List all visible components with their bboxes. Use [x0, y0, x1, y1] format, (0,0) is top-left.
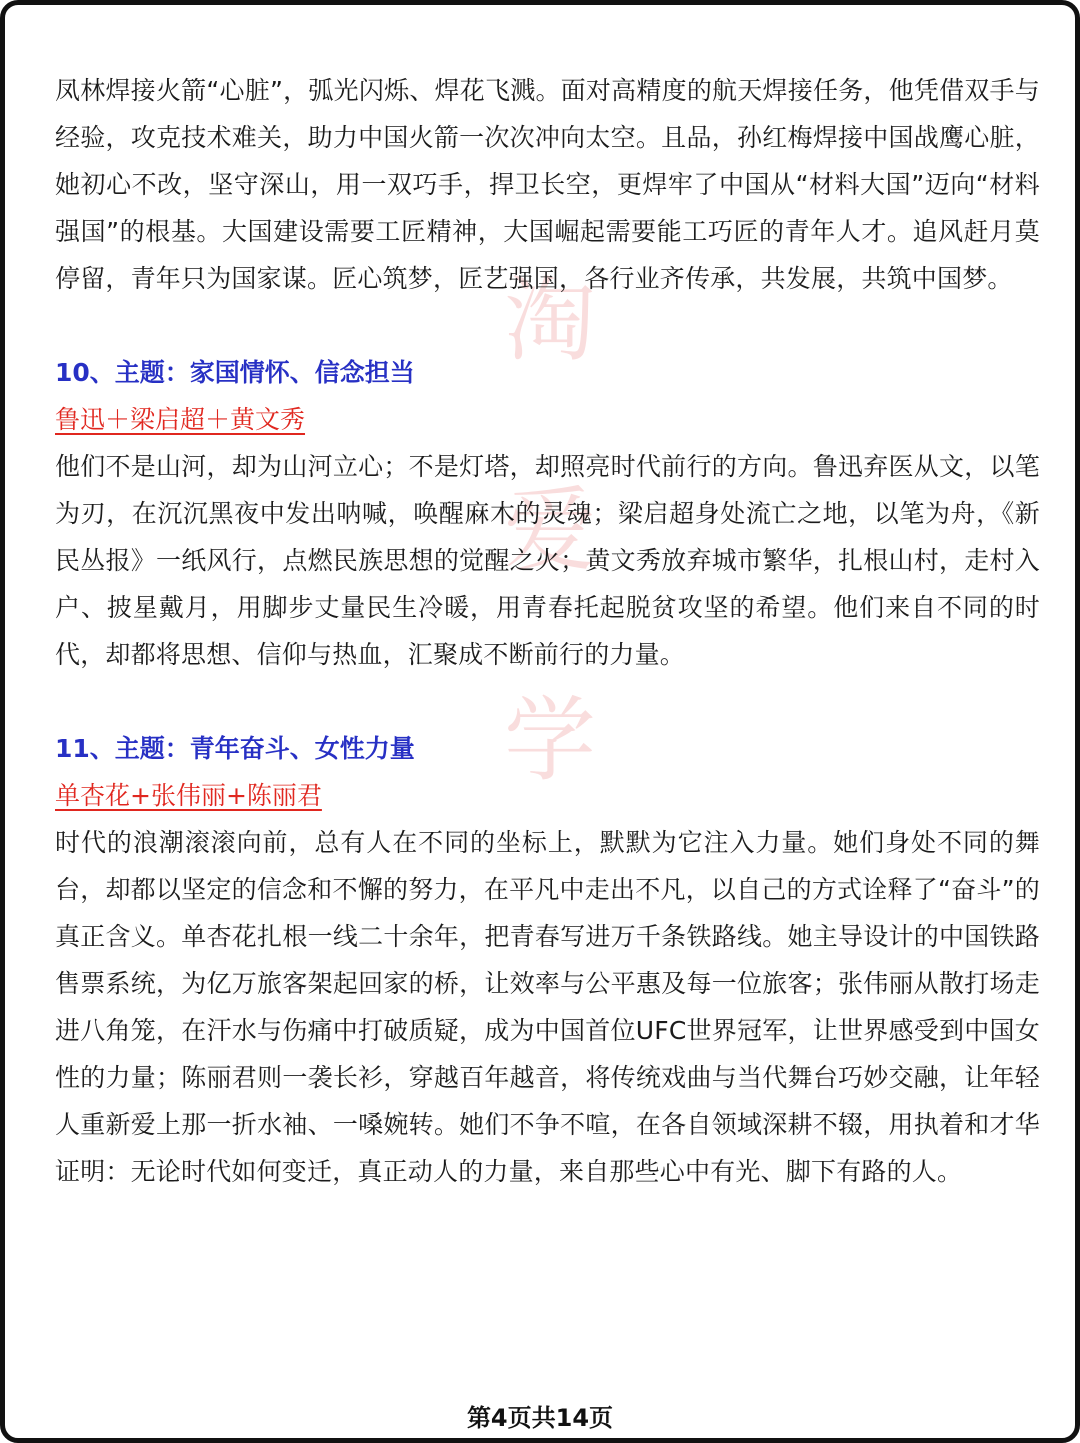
section-heading: 11、主题：青年奋斗、女性力量 [55, 734, 415, 763]
spacer [55, 678, 1040, 725]
watermark-char: 学 [503, 687, 596, 794]
section-heading: 10、主题：家国情怀、信念担当 [55, 358, 415, 387]
section-names: 鲁迅＋梁启超＋黄文秀 [55, 405, 306, 434]
section-10 [55, 349, 1040, 678]
intro-paragraph: 凤林焊接火箭“心脏”，弧光闪烁、焊花飞溅。面对高精度的航天焊接任务，他凭借双手与经验，攻克技术难关，助力中国火箭一次次冲向太空。且品，孙红梅焊接中国战鹰心脏，她初心不改，坚守深山，用一双巧手，捍卫长空，更焊牢了中国从“材料大国”迈向“材料强国”的根基。大国建设需要工匠精神，大国崛起需要能工巧匠的青年人才。追风赶月莫停留，青年只为国家谋。匠心筑梦，匠艺强国，各行业齐传承，共发展，共筑中国梦。 [55, 76, 1040, 293]
spacer [55, 302, 1040, 349]
section-11 [55, 725, 1040, 1195]
watermark-char: 淘 [503, 267, 596, 374]
page-number: 第4页共14页 [466, 1404, 614, 1432]
section-paragraph: 时代的浪潮滚滚向前，总有人在不同的坐标上，默默为它注入力量。她们身处不同的舞台，却都以坚定的信念和不懈的努力，在平凡中走出不凡，以自己的方式诠释了“奋斗”的真正含义。单杏花扎根一线二十余年，把青春写进万千条铁路线。她主导设计的中国铁路售票系统，为亿万旅客架起回家的桥，让效率与公平惠及每一位旅客；张伟丽从散打场走进八角笼，在汗水与伤痛中打破质疑，成为中国首位UFC世界冠军，让世界感受到中国女性的力量；陈丽君则一袭长衫，穿越百年越音，将传统戏曲与当代舞台巧妙交融，让年轻人重新爱上那一折水袖、一嗓婉转。她们不争不喧，在各自领域深耕不辍，用执着和才华证明：无论时代如何变迁，真正动人的力量，来自那些心中有光、脚下有路的人。 [55, 828, 1040, 1186]
watermark-char: 爱 [503, 477, 596, 584]
document-content [55, 67, 1040, 1195]
section-paragraph: 他们不是山河，却为山河立心；不是灯塔，却照亮时代前行的方向。鲁迅弃医从文，以笔为刃，在沉沉黑夜中发出呐喊，唤醒麻木的灵魂；梁启超身处流亡之地，以笔为舟，《新民丛报》一纸风行，点燃民族思想的觉醒之火；黄文秀放弃城市繁华，扎根山村，走村入户、披星戴月，用脚步丈量民生冷暖，用青春托起脱贫攻坚的希望。他们来自不同的时代，却都将思想、信仰与热血，汇聚成不断前行的力量。 [55, 452, 1040, 669]
section-names: 单杏花+张伟丽+陈丽君 [55, 781, 322, 810]
